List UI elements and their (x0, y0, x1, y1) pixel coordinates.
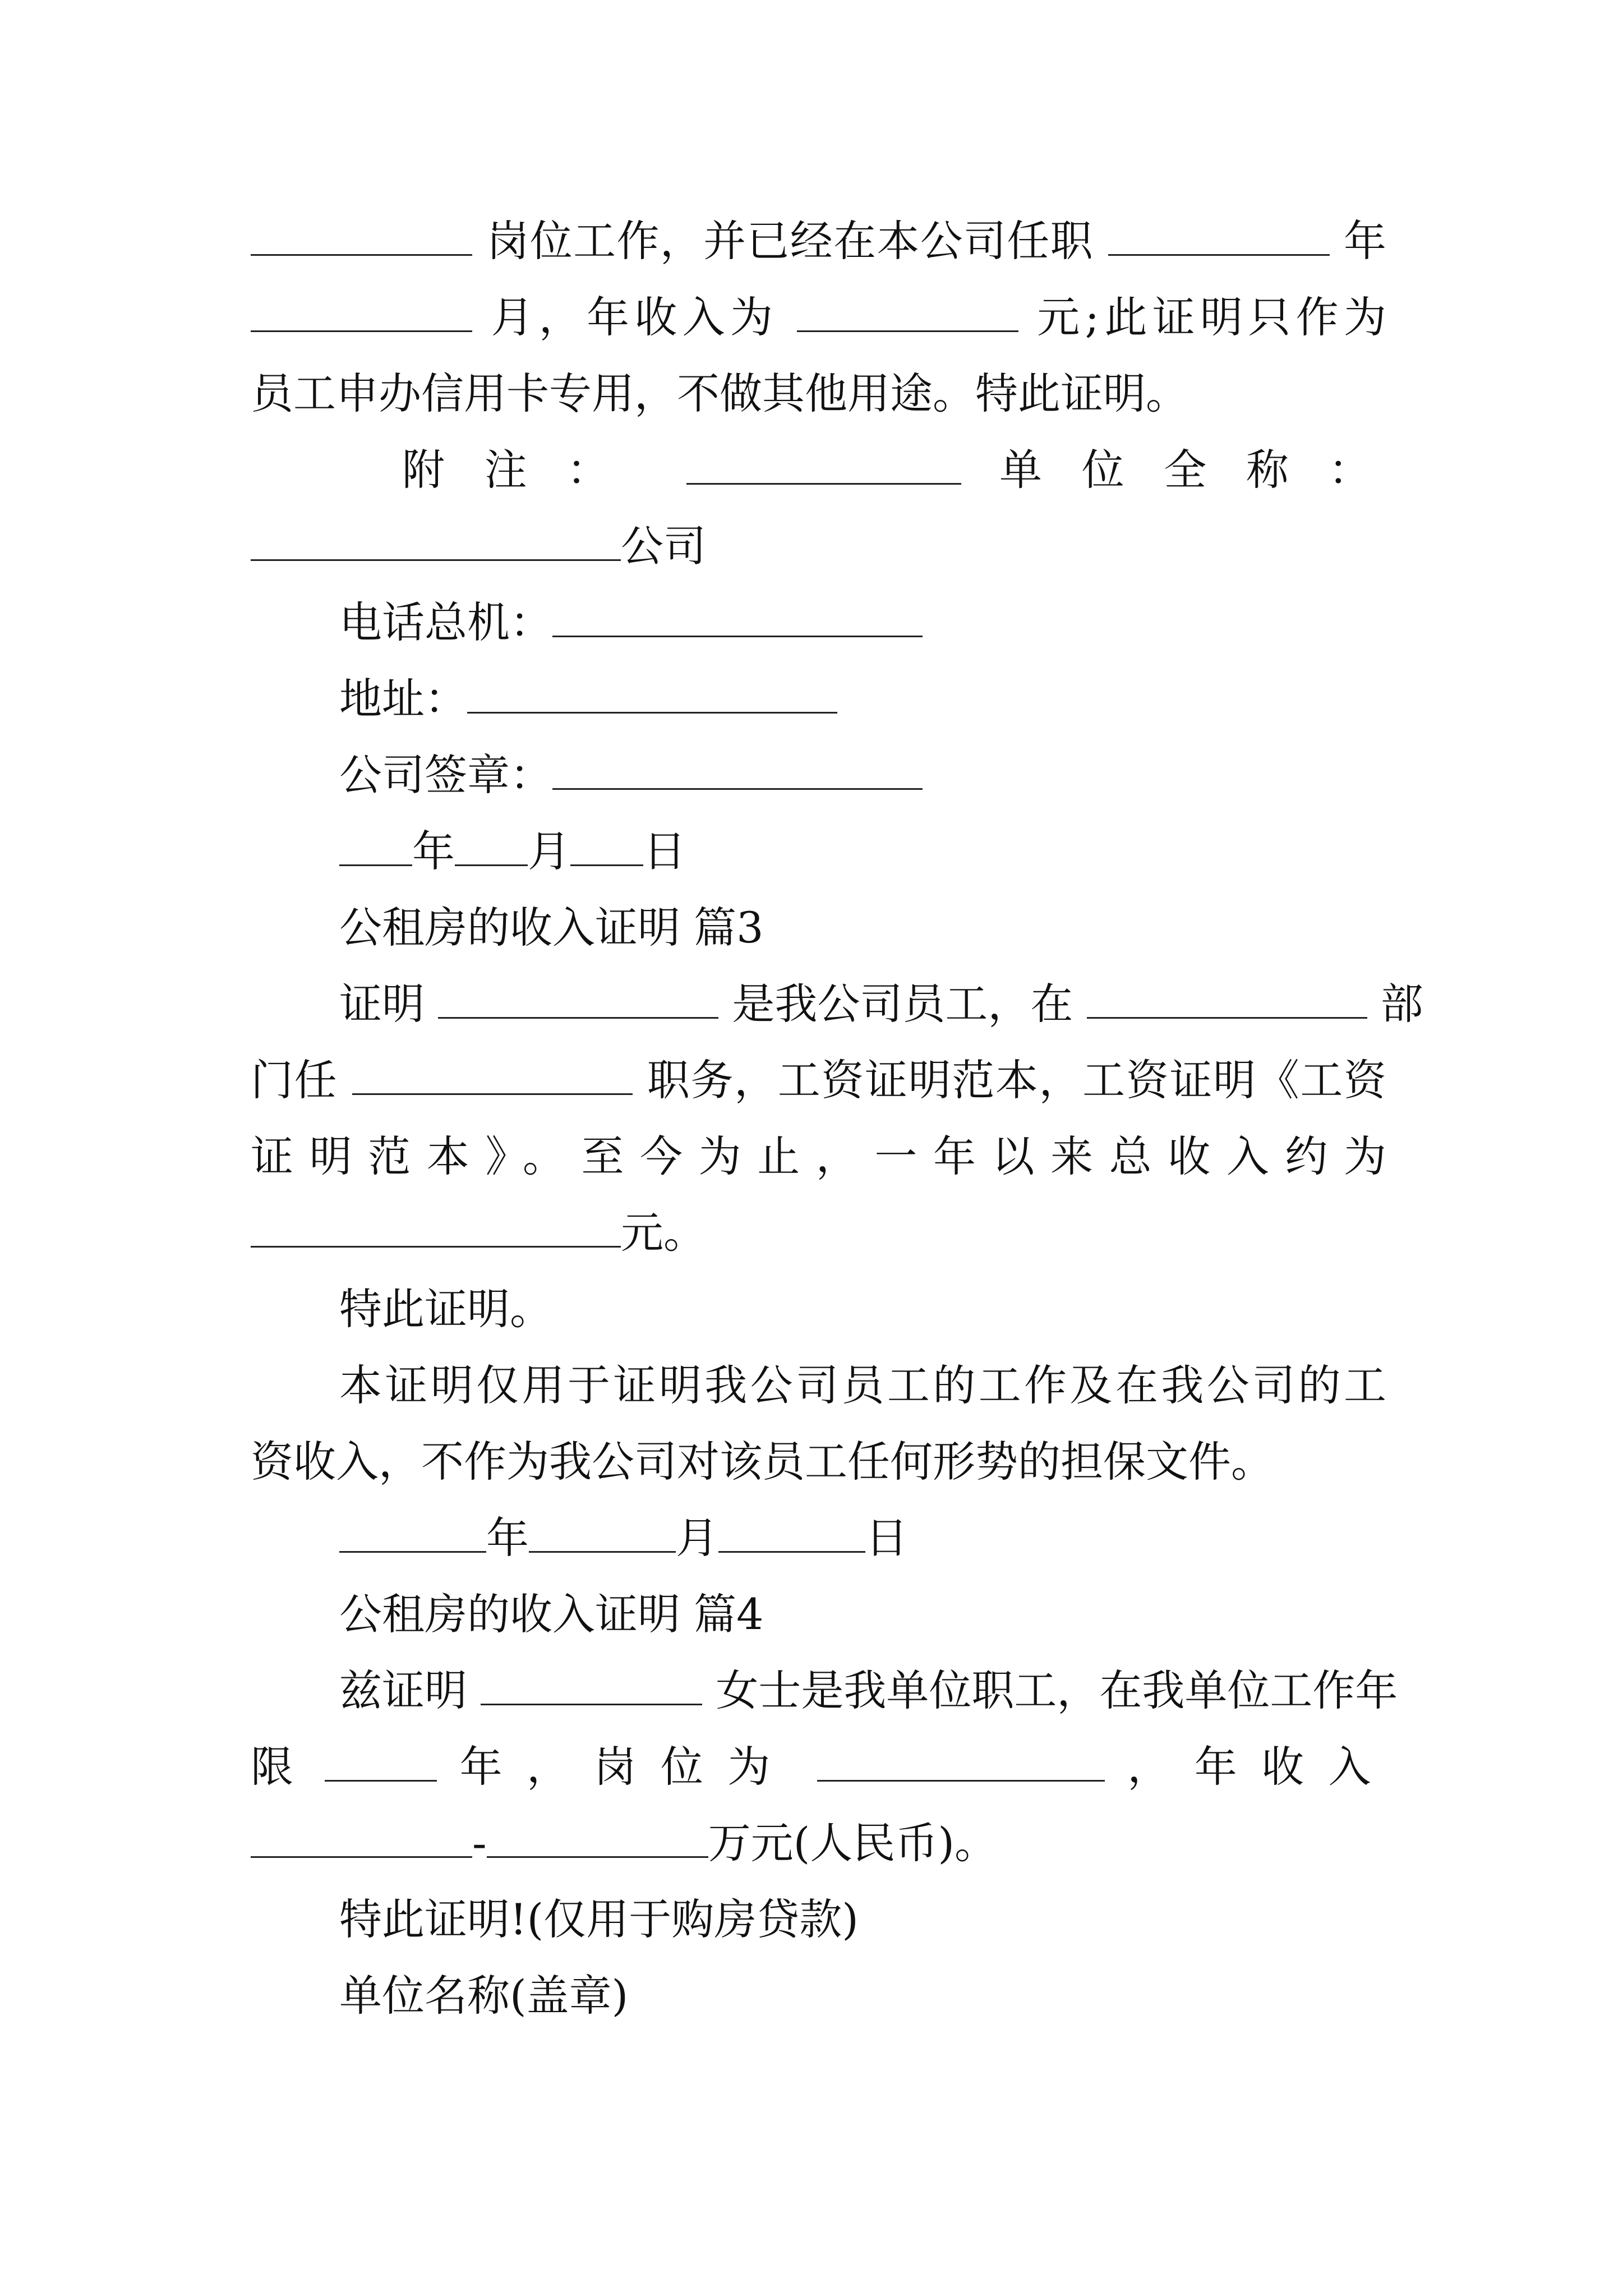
text-line (251, 744, 1386, 806)
fill-blank (251, 1824, 472, 1858)
fill-blank (552, 603, 923, 637)
section-heading: 公租房的收入证明 篇4 (339, 1589, 764, 1639)
text-span: 岗位工作，并已经在本公司任职 (486, 216, 1094, 266)
text-span: 证明 (339, 979, 425, 1029)
text-span: 电话总机： (339, 597, 552, 647)
date-line (251, 1507, 1386, 1569)
text-line (251, 287, 1386, 348)
fill-blank (467, 679, 837, 714)
text-line (251, 973, 1423, 1035)
fill-blank (339, 1519, 486, 1553)
text-span: 年，岗位为 (459, 1742, 795, 1792)
text-line (251, 1202, 1386, 1264)
text-span: 公司签章： (339, 750, 552, 800)
fill-blank (1087, 984, 1367, 1019)
fill-blank (797, 298, 1018, 332)
text-line (251, 1736, 1386, 1798)
text-span: 年 (412, 826, 455, 876)
text-line (251, 668, 1386, 730)
text-line: 特此证明!(仅用于购房贷款) (339, 1894, 859, 1944)
text-span: ，年收入 (1127, 1742, 1386, 1792)
fill-blank (251, 1213, 621, 1248)
text-span: 日 (865, 1513, 908, 1563)
fill-blank (251, 298, 472, 332)
text-span: 年 (1343, 216, 1386, 266)
fill-blank (339, 832, 412, 866)
text-span: - (472, 1818, 487, 1868)
fill-blank (570, 832, 643, 866)
fill-blank (455, 832, 528, 866)
text-span: 限 (251, 1742, 303, 1792)
fill-blank (718, 1519, 865, 1553)
text-span: 地址： (339, 674, 467, 724)
fill-blank (325, 1747, 437, 1782)
date-line (251, 821, 1386, 882)
text-line (251, 1660, 1398, 1722)
text-span: 日 (643, 826, 686, 876)
fill-blank (481, 1671, 702, 1705)
text-span: 单位全称： (999, 445, 1386, 495)
fill-blank (251, 222, 472, 256)
text-span: 女士是我单位职工，在我单位工作年 (716, 1665, 1398, 1715)
fill-blank (817, 1747, 1105, 1782)
text-line: 单位名称(盖章) (339, 1971, 629, 2021)
fill-blank (686, 450, 961, 485)
fill-blank (438, 984, 718, 1019)
fill-blank (487, 1824, 708, 1858)
text-line: 资收入，不作为我公司对该员工任何形势的担保文件。 (251, 1437, 1274, 1487)
text-line (251, 516, 1386, 577)
text-span: 月，年收入为 (491, 292, 778, 342)
section-heading: 公租房的收入证明 篇3 (339, 903, 764, 953)
fill-blank (352, 1061, 633, 1095)
text-span: 月 (528, 826, 570, 876)
text-line (251, 1050, 1386, 1111)
text-line: 本证明仅用于证明我公司员工的工作及在我公司的工 (339, 1360, 1386, 1410)
text-span: 月 (676, 1513, 718, 1563)
text-span: 万元(人民币)。 (708, 1818, 997, 1868)
text-span: 是我公司员工，在 (732, 979, 1073, 1029)
text-span: 部 (1380, 979, 1423, 1029)
fill-blank (552, 756, 923, 790)
text-span: 兹证明 (339, 1665, 467, 1715)
text-line (251, 1812, 1386, 1874)
text-line: 证明范本》。至今为止，一年以来总收入约为 (251, 1131, 1386, 1181)
text-span: 附注： (402, 445, 649, 495)
text-line: 员工申办信用卡专用，不做其他用途。特此证明。 (251, 369, 1188, 418)
text-line (251, 592, 1386, 654)
text-span: 公司 (621, 521, 706, 571)
text-span: 职务，工资证明范本，工资证明《工资 (647, 1055, 1386, 1105)
text-span: 年 (486, 1513, 529, 1563)
fill-blank (1108, 222, 1330, 256)
fill-blank (251, 527, 621, 561)
text-line (251, 439, 1386, 501)
text-span: 元;此证明只作为 (1037, 292, 1386, 342)
fill-blank (529, 1519, 676, 1553)
text-span: 门任 (251, 1055, 338, 1105)
text-line (251, 210, 1386, 272)
text-line: 特此证明。 (339, 1284, 552, 1334)
text-span: 元。 (621, 1208, 706, 1258)
